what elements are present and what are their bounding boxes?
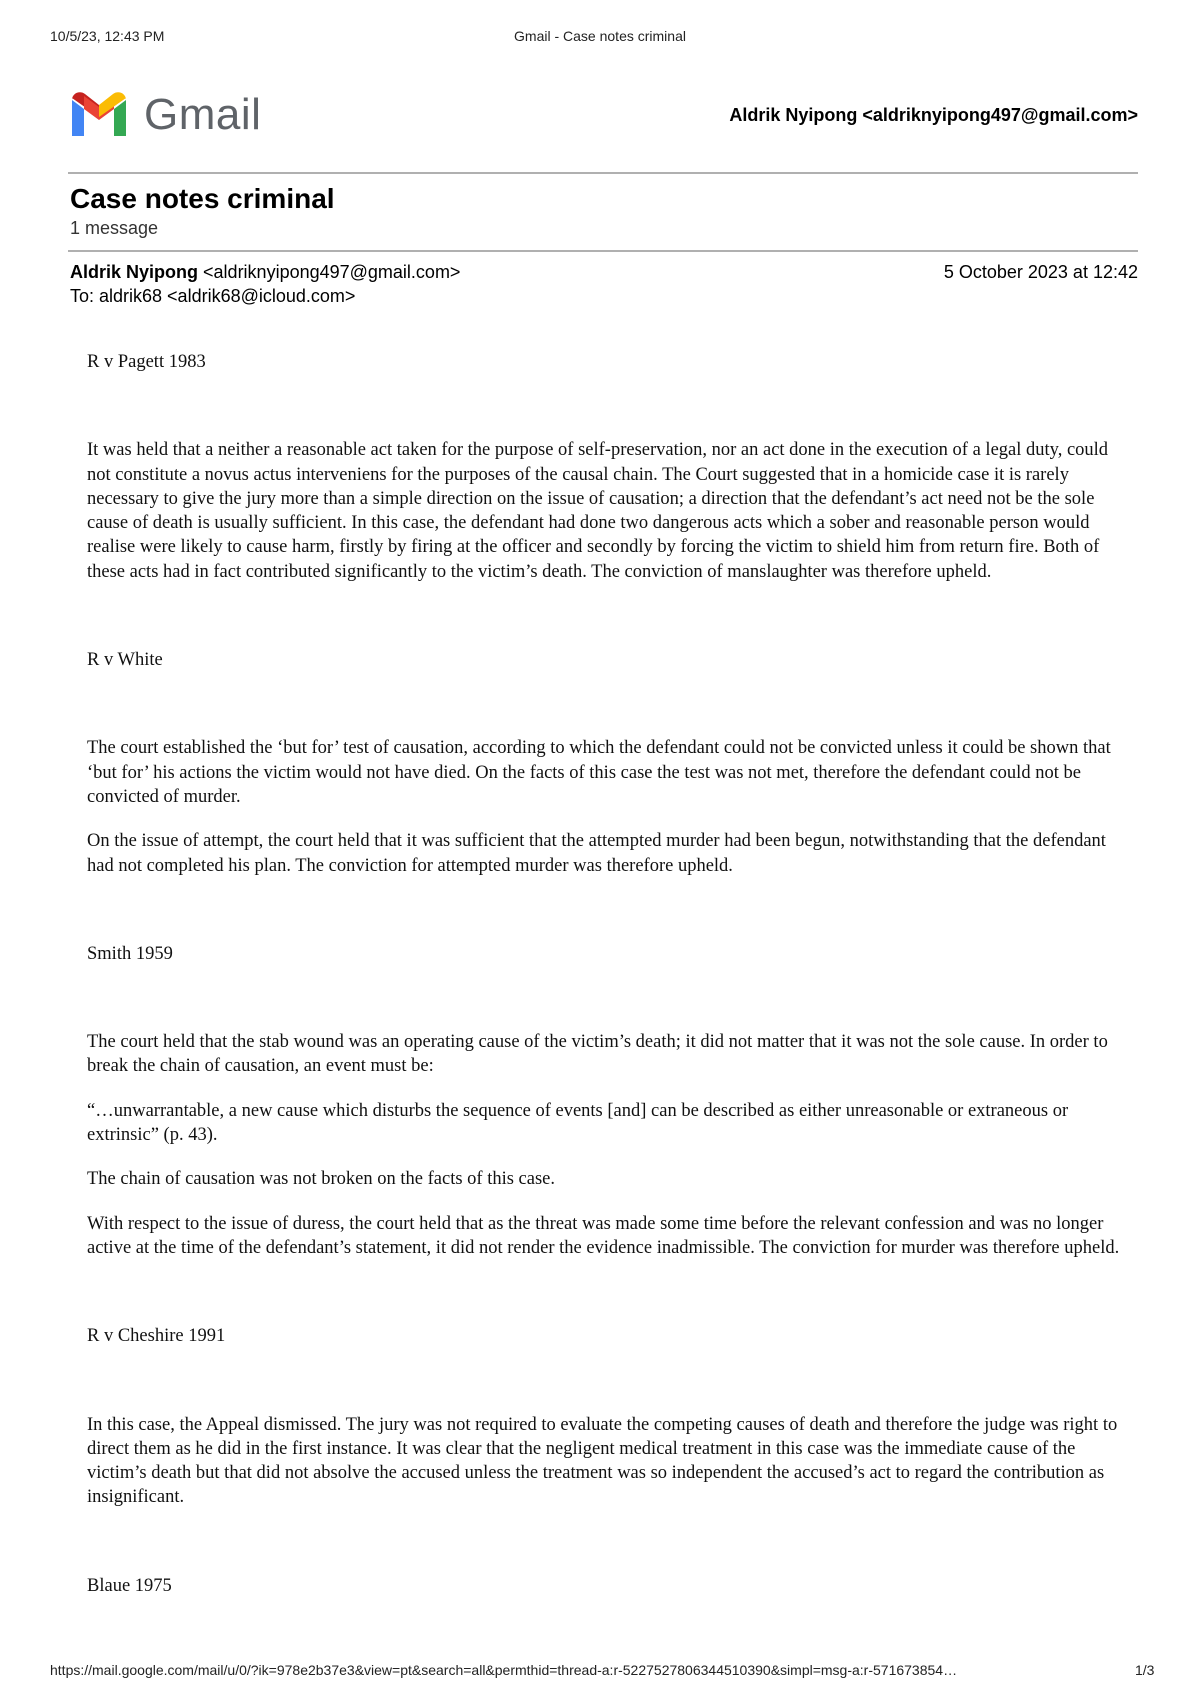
sender-email: <aldriknyipong497@gmail.com> (203, 262, 461, 282)
case-heading: Blaue 1975 (87, 1575, 172, 1596)
case-paragraph: The court established the ‘but for’ test of causation, according to which the defendant could not be convicted unless it could be shown that ‘but for’ his actions the victim would not have died. On the facts of this case the test was not met, therefore the defendant could not be convicted of murder. (87, 738, 1111, 807)
print-title: Gmail - Case notes criminal (514, 28, 686, 44)
case-heading: R v Pagett 1983 (87, 352, 206, 372)
print-url: https://mail.google.com/mail/u/0/?ik=978e2b37e3&view=pt&search=all&permthid=thread-a:r-5227527806344510390&simpl=msg-a:r-571673854… (50, 1662, 958, 1678)
message-sender (70, 262, 460, 283)
case-heading: R v White (87, 650, 163, 671)
case-quote: “…unwarrantable, a new cause which disturbs the sequence of events [and] can be described as either unreasonable or extraneous or extrinsic” (p. 43). (87, 1100, 1069, 1146)
case-paragraph: The chain of causation was not broken on the facts of this case. (87, 1169, 556, 1190)
message-body (87, 350, 1122, 1598)
message-date: 5 October 2023 at 12:42 (943, 262, 1138, 282)
case-heading: R v Cheshire 1991 (87, 1326, 226, 1347)
thread-subject: Case notes criminal (70, 183, 335, 214)
case-paragraph: With respect to the issue of duress, the court held that as the threat was made some time before the relevant confession and was no longer active at the time of the defendant’s statement, it did not render the evidence inadmissible. The conviction for murder was therefore upheld. (87, 1213, 1120, 1258)
message-recipient: To: aldrik68 <aldrik68@icloud.com> (70, 286, 356, 306)
message-count: 1 message (70, 218, 159, 238)
page-number: 1/3 (1135, 1662, 1155, 1678)
divider (68, 172, 1138, 174)
gmail-wordmark: Gmail (144, 90, 262, 139)
gmail-brand (68, 88, 261, 142)
gmail-logo-icon (68, 90, 130, 141)
case-heading: Smith 1959 (87, 943, 173, 964)
sender-name: Aldrik Nyipong (70, 262, 199, 282)
case-paragraph: On the issue of attempt, the court held that it was sufficient that the attempted murder had been begun, notwithstanding that the defendant had not completed his plan. The conviction for attempted murder was therefore upheld. (87, 831, 1106, 876)
account-email: Aldrik Nyipong <aldriknyipong497@gmail.com> (729, 105, 1138, 125)
case-paragraph: The court held that the stab wound was an operating cause of the victim’s death; it did not matter that it was not the sole cause. In order to break the chain of causation, an event must be: (87, 1032, 1108, 1077)
divider (68, 250, 1138, 252)
print-datetime: 10/5/23, 12:43 PM (50, 28, 165, 44)
case-paragraph: In this case, the Appeal dismissed. The jury was not required to evaluate the competing causes of death and therefore the judge was right to direct them as he did in the first instance. It was clear that the negligent medical treatment in this case was the immediate cause of the victim’s death but that did not absolve the accused unless the treatment was so independent the accused’s act to regard the contribution as insignificant. (87, 1414, 1118, 1508)
case-paragraph: It was held that a neither a reasonable act taken for the purpose of self-preservation, nor an act done in the execution of a legal duty, could not constitute a novus actus interveniens for the purposes of the causal chain. The Court suggested that in a homicide case it is rarely necessary to give the jury more than a simple direction on the issue of causation; a direction that the defendant’s act need not be the sole cause of death is usually sufficient. In this case, the defendant had done two dangerous acts which a sober and reasonable person would realise were likely to cause harm, firstly by firing at the officer and secondly by forcing the victim to shield him from return fire. Both of these acts had in fact contributed significantly to the victim’s death. The conviction of manslaughter was therefore upheld. (87, 440, 1109, 582)
